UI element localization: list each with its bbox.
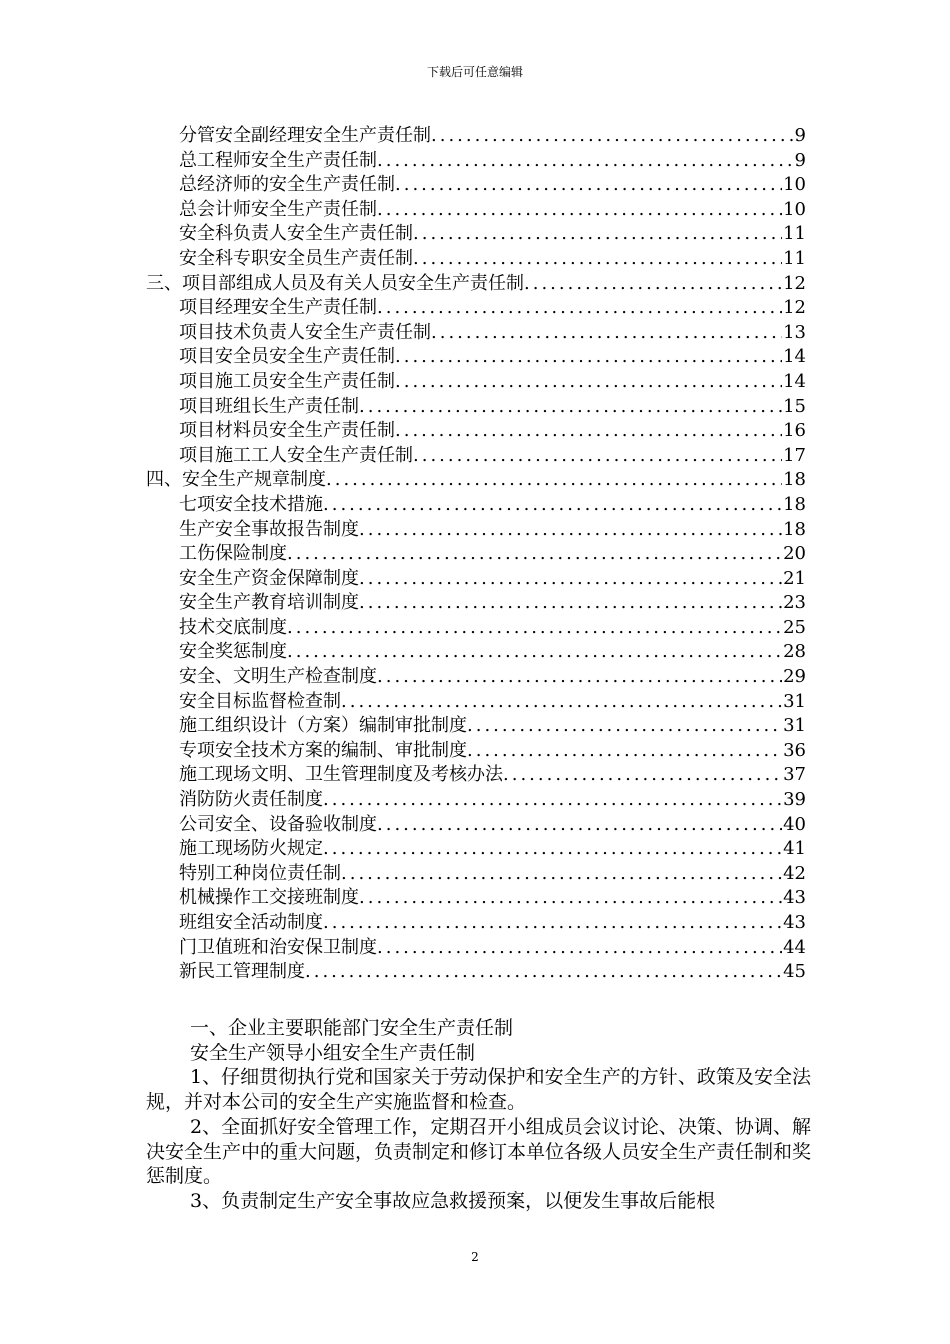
toc-entry[interactable] (146, 198, 806, 223)
toc-entry[interactable] (146, 296, 806, 321)
toc-entry[interactable] (146, 419, 806, 444)
paragraph: 1、仔细贯彻执行党和国家关于劳动保护和安全生产的方针、政策及安全法规，并对本公司的安全生产实施监督和检查。 (146, 1066, 811, 1114)
toc-leader-dots (431, 124, 794, 149)
toc-entry-page: 28 (783, 641, 806, 663)
toc-entry-title: 新民工管理制度 (179, 961, 305, 983)
toc-entry[interactable] (146, 886, 806, 911)
toc-entry[interactable] (146, 173, 806, 198)
toc-entry[interactable] (146, 616, 806, 641)
toc-entry-page: 36 (783, 739, 806, 761)
toc-entry-page: 18 (783, 469, 806, 491)
toc-leader-dots (395, 419, 782, 444)
toc-entry-title: 门卫值班和治安保卫制度 (179, 936, 377, 958)
toc-entry-page: 43 (783, 887, 806, 909)
toc-entry-page: 11 (783, 223, 806, 245)
toc-entry[interactable] (146, 222, 806, 247)
toc-entry-page: 40 (783, 813, 806, 835)
toc-entry-title: 四、安全生产规章制度 (146, 469, 326, 491)
toc-entry-title: 安全科负责人安全生产责任制 (179, 223, 413, 245)
toc-leader-dots (287, 640, 782, 665)
toc-entry-page: 17 (783, 444, 806, 466)
toc-entry-page: 16 (783, 420, 806, 442)
toc-entry[interactable] (146, 444, 806, 469)
paragraph: 2、全面抓好安全管理工作，定期召开小组成员会议讨论、决策、协调、解决安全生产中的重大问题，负责制定和修订本单位各级人员安全生产责任制和奖惩制度。 (146, 1115, 812, 1188)
toc-entry-title: 项目材料员安全生产责任制 (179, 420, 395, 442)
toc-entry-page: 18 (783, 518, 806, 540)
toc-entry-page: 11 (783, 247, 806, 269)
toc-entry-title: 消防防火责任制度 (179, 789, 323, 811)
toc-entry[interactable] (146, 518, 806, 543)
toc-entry[interactable] (146, 837, 806, 862)
toc-leader-dots (503, 763, 782, 788)
toc-leader-dots (359, 591, 782, 616)
toc-entry-title: 项目技术负责人安全生产责任制 (179, 321, 431, 343)
toc-entry[interactable] (146, 247, 806, 272)
toc-entry-page: 10 (783, 198, 806, 220)
toc-entry-title: 安全目标监督检查制 (179, 690, 341, 712)
toc-entry-title: 项目经理安全生产责任制 (179, 297, 377, 319)
toc-entry-page: 25 (783, 616, 806, 638)
toc-entry-title: 安全科专职安全员生产责任制 (179, 247, 413, 269)
toc-entry-title: 技术交底制度 (179, 616, 287, 638)
toc-entry[interactable] (146, 395, 806, 420)
body-content (146, 1016, 811, 1214)
toc-leader-dots (413, 444, 782, 469)
toc-entry-page: 13 (783, 321, 806, 343)
toc-leader-dots (413, 247, 782, 272)
toc-leader-dots (323, 837, 782, 862)
toc-leader-dots (287, 616, 782, 641)
toc-leader-dots (431, 321, 782, 346)
toc-entry[interactable] (146, 862, 806, 887)
toc-entry-page: 31 (783, 690, 806, 712)
toc-entry-title: 安全奖惩制度 (179, 641, 287, 663)
toc-entry-title: 生产安全事故报告制度 (179, 518, 359, 540)
toc-entry-title: 分管安全副经理安全生产责任制 (179, 125, 431, 146)
toc-entry-page: 18 (783, 493, 806, 515)
page-header: 下载后可任意编辑 (426, 65, 523, 79)
toc-entry-page: 12 (783, 297, 806, 319)
toc-entry-title: 公司安全、设备验收制度 (179, 813, 377, 835)
table-of-contents (146, 124, 806, 985)
toc-entry-title: 机械操作工交接班制度 (179, 887, 359, 909)
toc-leader-dots (377, 665, 782, 690)
toc-entry-title: 七项安全技术措施 (179, 493, 323, 515)
toc-entry-title: 工伤保险制度 (179, 543, 287, 565)
toc-entry-page: 15 (783, 395, 806, 417)
toc-entry-page: 43 (783, 912, 806, 933)
toc-leader-dots (323, 788, 782, 813)
toc-entry-page: 45 (783, 961, 806, 983)
toc-leader-dots (359, 395, 782, 420)
toc-entry-page: 23 (783, 592, 806, 614)
toc-entry[interactable] (146, 788, 806, 813)
toc-entry[interactable] (146, 345, 806, 370)
toc-leader-dots (341, 690, 782, 715)
toc-entry[interactable] (146, 813, 806, 838)
toc-entry-title: 总工程师安全生产责任制 (179, 149, 377, 171)
toc-entry-page: 41 (783, 838, 806, 860)
toc-leader-dots (341, 862, 782, 887)
toc-entry[interactable] (146, 149, 806, 174)
toc-entry-title: 施工现场防火规定 (179, 838, 323, 860)
toc-entry-title: 特别工种岗位责任制 (179, 862, 341, 884)
toc-entry[interactable] (146, 665, 806, 690)
toc-entry[interactable] (146, 370, 806, 395)
toc-entry[interactable] (146, 542, 806, 567)
toc-entry-page: 31 (783, 715, 806, 737)
toc-entry-title: 项目施工员安全生产责任制 (179, 370, 395, 392)
toc-entry[interactable] (146, 739, 806, 764)
toc-entry-page: 42 (783, 862, 806, 884)
toc-entry[interactable] (146, 911, 806, 936)
toc-leader-dots (359, 886, 782, 911)
toc-entry[interactable] (146, 763, 806, 788)
toc-entry-title: 项目安全员安全生产责任制 (179, 346, 395, 368)
toc-entry-title: 项目班组长生产责任制 (179, 395, 359, 417)
toc-leader-dots (377, 813, 782, 838)
toc-entry-title: 施工组织设计（方案）编制审批制度 (179, 715, 467, 737)
toc-entry-page: 9 (794, 149, 806, 171)
toc-entry-title: 安全、文明生产检查制度 (179, 666, 377, 688)
toc-leader-dots (323, 493, 782, 518)
toc-entry[interactable] (146, 960, 806, 985)
toc-entry-page: 14 (783, 370, 806, 392)
toc-entry-page: 21 (783, 567, 806, 589)
toc-entry[interactable] (146, 714, 806, 739)
toc-entry[interactable] (146, 493, 806, 518)
toc-entry-page: 39 (783, 789, 806, 811)
toc-leader-dots (359, 518, 782, 543)
toc-entry[interactable] (146, 272, 806, 297)
toc-entry-page: 20 (783, 543, 806, 565)
toc-leader-dots (395, 173, 782, 198)
toc-entry-title: 项目施工工人安全生产责任制 (179, 444, 413, 466)
toc-entry-title: 总经济师的安全生产责任制 (179, 174, 395, 196)
toc-entry-page: 9 (794, 125, 806, 146)
toc-leader-dots (323, 911, 782, 936)
toc-leader-dots (467, 739, 782, 764)
toc-entry-page: 10 (783, 174, 806, 196)
paragraph: 3、负责制定生产安全事故应急救援预案，以便发生事故后能根 (190, 1189, 716, 1212)
toc-entry[interactable] (146, 591, 806, 616)
toc-leader-dots (395, 345, 782, 370)
toc-leader-dots (524, 272, 782, 297)
page-number: 2 (471, 1250, 479, 1264)
toc-entry-title: 施工现场文明、卫生管理制度及考核办法 (179, 764, 503, 786)
toc-entry-page: 29 (783, 666, 806, 688)
toc-leader-dots (359, 567, 782, 592)
toc-leader-dots (326, 468, 782, 493)
toc-entry-title: 班组安全活动制度 (179, 912, 323, 933)
toc-entry[interactable] (146, 321, 806, 346)
toc-leader-dots (413, 222, 782, 247)
toc-entry-title: 三、项目部组成人员及有关人员安全生产责任制 (146, 272, 524, 294)
toc-entry-page: 12 (783, 272, 806, 294)
toc-entry[interactable] (146, 567, 806, 592)
toc-entry[interactable] (146, 640, 806, 665)
toc-entry[interactable] (146, 124, 806, 149)
toc-entry[interactable] (146, 468, 806, 493)
toc-entry-page: 14 (783, 346, 806, 368)
toc-entry-title: 专项安全技术方案的编制、审批制度 (179, 739, 467, 761)
toc-leader-dots (377, 936, 782, 961)
toc-entry[interactable] (146, 690, 806, 715)
toc-leader-dots (377, 149, 794, 174)
toc-entry-page: 37 (783, 764, 806, 786)
toc-leader-dots (377, 296, 782, 321)
toc-entry-title: 安全生产资金保障制度 (179, 567, 359, 589)
section-heading: 一、企业主要职能部门安全生产责任制 (190, 1017, 514, 1039)
toc-leader-dots (305, 960, 782, 985)
toc-entry-page: 44 (783, 936, 806, 958)
toc-entry-title: 总会计师安全生产责任制 (179, 198, 377, 220)
toc-leader-dots (395, 370, 782, 395)
toc-leader-dots (467, 714, 782, 739)
toc-leader-dots (377, 198, 782, 223)
toc-entry-title: 安全生产教育培训制度 (179, 592, 359, 614)
toc-entry[interactable] (146, 936, 806, 961)
toc-leader-dots (287, 542, 782, 567)
sub-heading: 安全生产领导小组安全生产责任制 (190, 1041, 476, 1064)
